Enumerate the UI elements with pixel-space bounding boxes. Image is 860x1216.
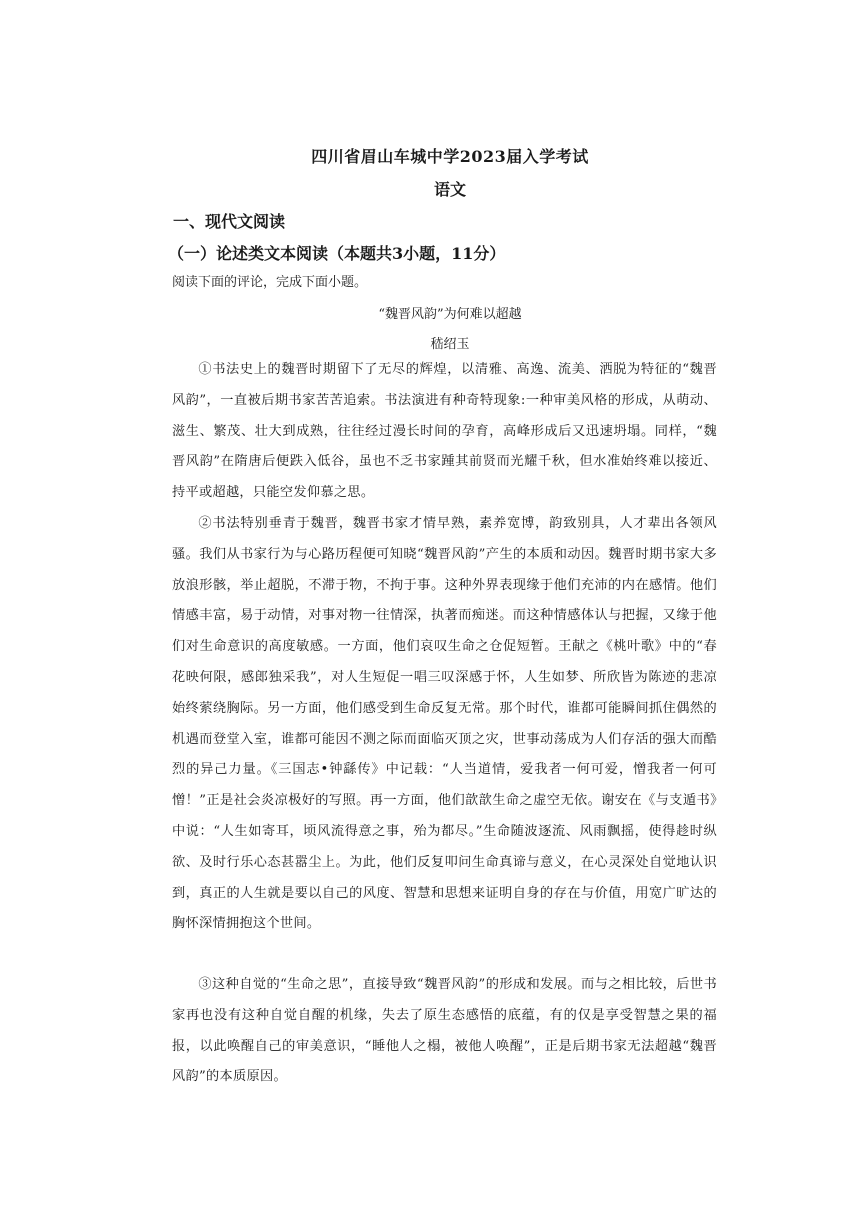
subsection-heading: （一）论述类文本阅读（本题共3小题，11分） [168,244,506,263]
subject-title: 语文 [433,180,466,199]
exam-title: 四川省眉山车城中学2023届入学考试 [311,147,589,166]
paragraph-3: ③这种自觉的“生命之思”，直接导致“魏晋风韵”的形成和发展。而与之相比较，后世书家再也没有这种自觉自醒的机缘，失去了原生态感悟的底蕴，有的仅是享受智慧之果的福报，以此唤醒自己的审美意识，“睡他人之榻，被他人唤醒”，正是后期书家无法超越“魏晋风韵”的本质原因。 [172,977,717,1085]
article-title: “魏晋风韵”为何难以超越 [378,307,522,322]
article-author: 嵇绍玉 [430,337,470,352]
section-heading: 一、现代文阅读 [173,212,286,231]
paragraph-2: ②书法特别垂青于魏晋，魏晋书家才情早熟，素养宽博，韵致别具，人才辈出各领风骚。我们从书家行为与心路历程便可知晓“魏晋风韵”产生的本质和动因。魏晋时期书家大多放浪形骸，举止超脱，不滞于物，不拘于事。这种外界表现缘于他们充沛的内在感情。他们情感丰富，易于动情，对事对物一往情深，执著而痴迷。而这种情感体认与把握，又缘于他们对生命意识的高度敏感。一方面，他们哀叹生命之仓促短暂。王献之《桃叶歌》中的“春花映何限，感郎独采我”，对人生短促一唱三叹深感于怀，人生如梦、所欣皆为陈迹的悲凉始终萦绕胸际。另一方面，他们感受到生命反复无常。那个时代，谁都可能瞬间抓住偶然的机遇而登堂入室，谁都可能因不测之际而面临灭顶之灾，世事动荡成为人们存活的强大而酷烈的异己力量。《三国志•钟繇传》中记载：“人当道情，爱我者一何可爱，憎我者一何可憎！”正是社会炎凉极好的写照。再一方面，他们歆歆生命之虚空无依。谢安在《与支遁书》中说：“人生如寄耳，顷风流得意之事，殆为都尽。”生命随波逐流、风雨飘摇，使得趁时纵欲、及时行乐心态甚嚣尘上。为此，他们反复叩问生命真谛与意义，在心灵深处自觉地认识到，真正的人生就是要以自己的风度、智慧和思想来证明自身的存在与价值，用宽广旷达的胸怀深情拥抱这个世间。 [172,516,717,932]
reading-instruction: 阅读下面的评论，完成下面小题。 [172,275,368,290]
paragraph-1: ①书法史上的魏晋时期留下了无尽的辉煌，以清雅、高逸、流美、洒脱为特征的“魏晋风韵”，一直被后期书家苦苦追索。书法演进有种奇特现象:一种审美风格的形成，从萌动、滋生、繁茂、壮大到成熟，往往经过漫长时间的孕育，高峰形成后又迅速坍塌。同样，“魏晋风韵”在隋唐后便跌入低谷，虽也不乏书家踵其前贤而光耀千秋，但水准始终难以接近、持平或超越，只能空发仰慕之思。 [172,362,717,501]
